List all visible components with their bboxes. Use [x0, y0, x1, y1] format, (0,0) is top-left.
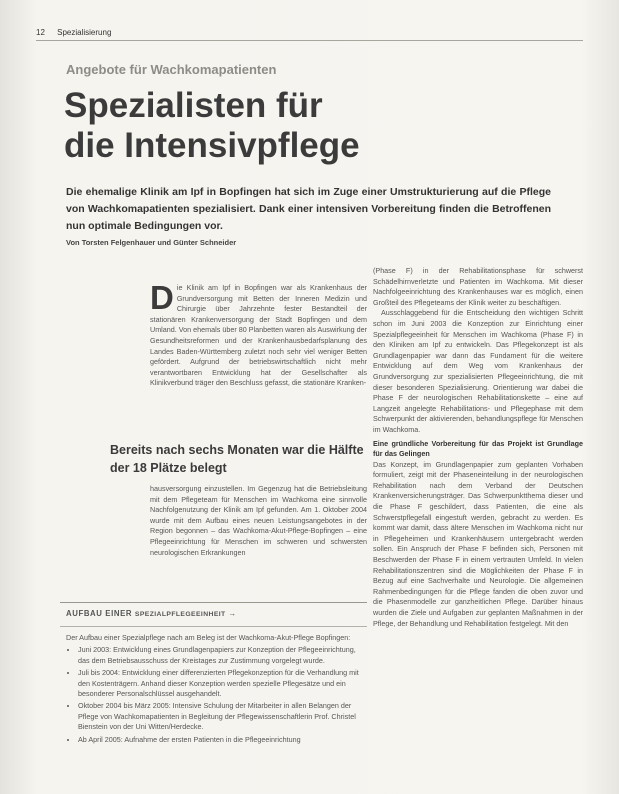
running-head	[36, 28, 111, 37]
title-line-1: Spezialisten für	[64, 86, 323, 125]
timeline-list	[66, 645, 362, 745]
article-title	[64, 86, 360, 166]
box-title-part-1: AUFBAU EINER	[66, 609, 135, 618]
drop-cap: D	[150, 283, 174, 316]
page-number: 12	[36, 28, 45, 37]
box-title-part-2: SPEZIALPFLEGE	[134, 611, 196, 618]
body-column-left-top	[150, 283, 367, 431]
box-title-part-3: EINHEIT	[195, 611, 226, 618]
body-paragraph: Ausschlaggebend für die Entscheidung den wichtigen Schritt schon im Juni 2003 die Konzeption zur Einrichtung einer Spezialpflegeeinheit für Menschen im Wachkoma (Phase F) in den Kliniken am Ipf zu entwickeln. Das Pflegekonzept ist als Grundlagenpapier war dann das Fundament für die weitere Entwicklung auf dem Weg vom Krankenhaus der Grundversorgung zur spezialisierten Pflegeeinrichtung, die mit dieser besonderen Spezialisierung. Orientierung war dabei die Phase F der neurologischen Rehabilitationskette – eine auf Langzeit angelegte Rehabilitations- und Pflegephase mit dem Schwerpunkt der aktivierenden, behandlungspflege für Menschen im Wachkoma.	[373, 308, 583, 434]
byline: Von Torsten Felgenhauer und Günter Schneider	[66, 238, 237, 247]
arrow-icon: →	[228, 609, 237, 618]
body-paragraph: Das Konzept, im Grundlagenpapier zum geplanten Vorhaben formuliert, zeigt mit der Phaseneinteilung in der neurologischen Rehabilitation nach dem Verband der Deutschen Krankenversicherungsträger. Das Schwerpunktthema dieser und die Phase F geschildert, dass Patienten, die eine als Schwerstpflegefall eingestuft werden, gebracht zu werden. Es kommt war damit, dass ältere Menschen im Wachkoma nicht nur in Pflegeheimen und Krankenhäusern untergebracht werden sollen. Ein Anspruch der Phase F befinden sich, Personen mit Beschwerden der Phase F in einem vertrauten Umfeld. In vielen Rehabilitationszentren sind die Möglichkeiten der Phase F in Bezug auf eine Sachverhalte und Neurologie. Die allgemeinen Rahmenbedingungen für die Pflege fanden die oben zuvor und die Phasenmodelle zur ganzheitlichen Pflege. Darüber hinaus wurden die Ziele und Aufgaben zur geplanten Maßnahmen in der Pflege, der Behandlung und Rehabilitation festgelegt. Mit den	[373, 459, 583, 628]
list-item: • Juli bis 2004: Entwicklung einer differenzierten Pflegekonzeption für die Verhandlung mit den Kostenträgern. Anhand dieser Konzeption werden spezielle Pflegesätze und ein besonderer Personalschlüssel ausgehandelt.	[78, 668, 362, 699]
body-paragraph	[150, 283, 367, 389]
box-divider	[60, 626, 367, 627]
body-paragraph: hausversorgung einzustellen. Im Gegenzug hat die Betriebsleitung mit dem Pflegeteam für Menschen im Wachkoma eine sinnvolle Nachfolgenutzung der Klinik am Ipf gefunden. Am 1. Oktober 2004 wurde mit dem Aufbau eines neuen Leistungsangebotes in der Region begonnen – das Wachkoma-Akut-Pflege-Bopfingen – eine Pflegeeinrichtung für Menschen im schweren und schwersten neurologischen Erkrankungen	[150, 484, 367, 557]
section-name: Spezialisierung	[57, 28, 112, 37]
body-text: ie Klinik am Ipf in Bopfingen war als Krankenhaus der Grundversorgung mit Betten der Inneren Medizin und Chirurgie über Jahrzehnte fester Bestandteil der stationären Krankenversorgung der Stadt Bopfingen und dem Umland. Von ehemals über 80 Planbetten waren als Auswirkung der Gesundheitsreformen und der Krankenhausbedarfsplanung des Landes Baden-Württemberg zuletzt noch sehr viel weniger Betten gefördert. Aufgrund der betriebswirtschaftlich nicht mehr verantwortbaren Entwicklung hat der Gesellschafter als Klinikverbund träger den Beschluss gefasst, die stationäre Kranken-	[150, 283, 367, 388]
info-box-body	[66, 633, 362, 794]
list-item: • Oktober 2004 bis März 2005: Intensive Schulung der Mitarbeiter in allen Belangen der Pflege von Wachkomapatienten in Begleitung der Pflegewissenschaftlerin Prof. Christel Bienstein von der Uni Witten/Herdecke.	[78, 701, 362, 732]
box-intro: Der Aufbau einer Spezialpflege nach am Beleg ist der Wachkoma-Akut-Pflege Bopfingen:	[66, 633, 351, 642]
title-line-2: die Intensivpflege	[64, 126, 360, 165]
info-box-title	[66, 609, 237, 618]
body-column-right	[373, 266, 583, 794]
body-column-left-bottom	[150, 484, 367, 592]
box-top-rule	[60, 602, 367, 603]
article-lead: Die ehemalige Klinik am Ipf in Bopfingen hat sich im Zuge einer Umstrukturierung auf die Pflege von Wachkomapatienten spezialisiert. Dank einer intensiven Vorbereitung finden die Betroffenen nun optimale Bedingungen vor.	[66, 186, 551, 232]
article-kicker: Angebote für Wachkomapatienten	[66, 62, 277, 77]
list-item: • Juni 2003: Entwicklung eines Grundlagenpapiers zur Konzeption der Pflegeeinrichtung, das dem Betriebsausschuss der Kreistages zur Zustimmung vorgelegt wurde.	[78, 645, 362, 666]
header-divider	[36, 40, 583, 41]
pull-quote: Bereits nach sechs Monaten war die Hälfte der 18 Plätze belegt	[110, 443, 364, 475]
list-item: • Ab April 2005: Aufnahme der ersten Patienten in die Pflegeeinrichtung	[78, 735, 362, 745]
body-paragraph: (Phase F) in der Rehabilitationsphase für schwerst Schädelhirnverletzte und Patienten im Wachkoma. Mit dieser Nachfolgeeinrichtung des Krankenhauses war es möglich, einen Großteil des Pflegeteams der Klinik weiter zu beschäftigen.	[373, 266, 583, 307]
section-subheading: Eine gründliche Vorbereitung für das Projekt ist Grundlage für das Gelingen	[373, 438, 583, 459]
